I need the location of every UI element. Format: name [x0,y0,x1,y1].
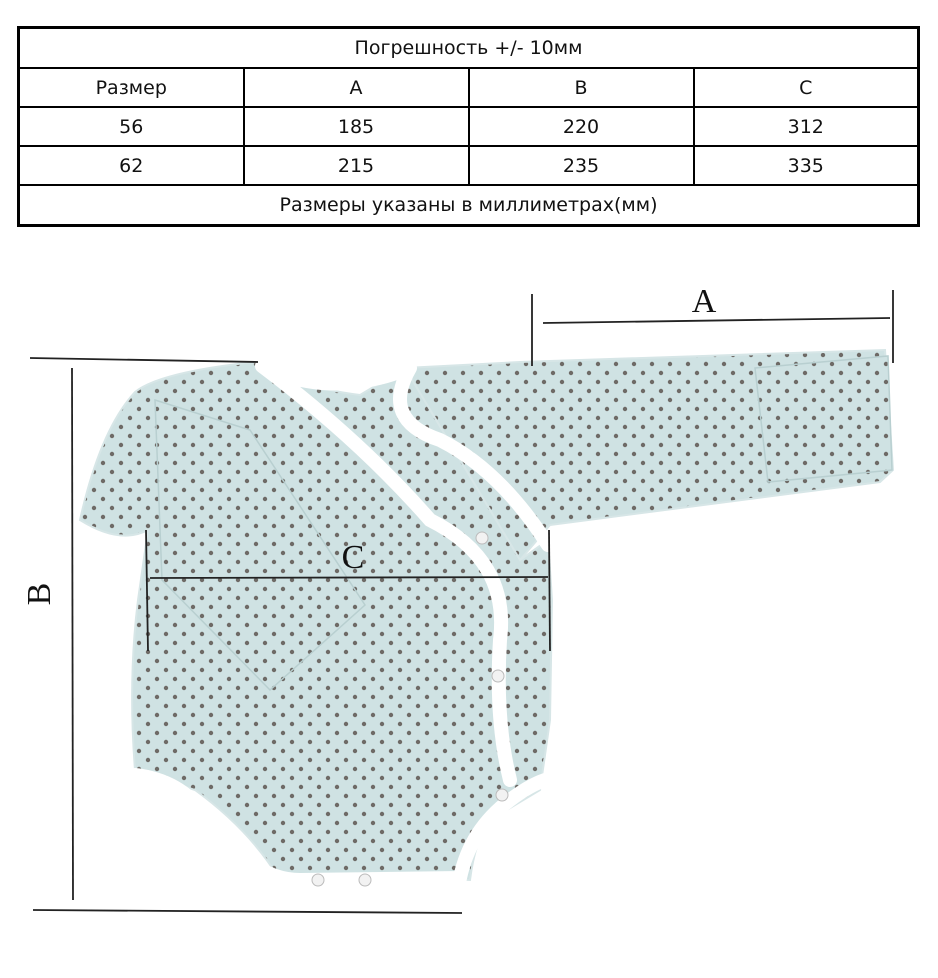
tolerance-row [19,28,919,69]
header-c: C [694,68,919,107]
dimension-c-tick-right [549,530,550,651]
snap-button [492,670,504,682]
snap-button [359,874,371,886]
dimension-a-line [543,318,890,323]
cell-b: 235 [469,146,694,185]
cell-b: 220 [469,107,694,146]
size-chart-table [17,26,920,227]
units-note: Размеры указаны в миллиметрах(мм) [19,185,919,226]
dimension-b-tick-bottom [33,910,462,913]
header-b: B [469,68,694,107]
tolerance-text: Погрешность +/- 10мм [19,28,919,69]
table-row [19,107,919,146]
header-size: Размер [19,68,244,107]
bodysuit-diagram [0,250,938,978]
snap-button [312,874,324,886]
dimension-b-label: B [21,582,58,606]
cell-size: 56 [19,107,244,146]
dimension-b-line [72,368,73,900]
cell-size: 62 [19,146,244,185]
header-row [19,68,919,107]
dimension-c-line [150,577,548,578]
cell-a: 185 [244,107,469,146]
dimension-b-tick-top [30,358,258,362]
bodysuit-illustration [80,350,893,886]
cuff-fold [755,356,892,482]
snap-button [476,532,488,544]
snap-button [496,789,508,801]
table-row [19,146,919,185]
dimension-c-label: C [341,539,365,576]
cell-c: 335 [694,146,919,185]
cell-c: 312 [694,107,919,146]
cell-a: 215 [244,146,469,185]
note-row [19,185,919,226]
header-a: A [244,68,469,107]
dimension-a-label: A [691,283,717,320]
